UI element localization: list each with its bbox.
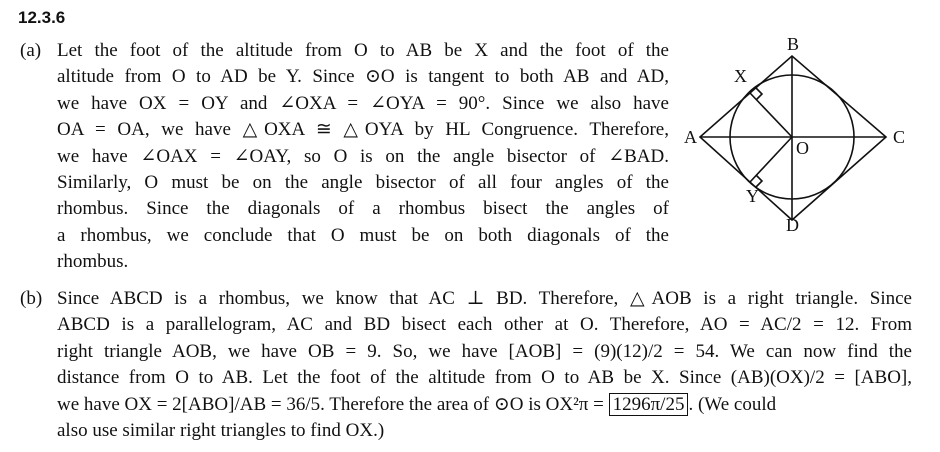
boxed-answer: 1296π/25 — [609, 393, 689, 416]
text-line: altitude from O to AD be Y. Since ⊙O is tangent to both AB and AD, — [57, 66, 669, 88]
part-a-label: (a) — [20, 40, 42, 61]
problem-number: 12.3.6 — [18, 8, 66, 27]
label-c: C — [893, 127, 906, 147]
text-line: also use similar right triangles to find OX.) — [57, 420, 385, 442]
text-line: Let the foot of the altitude from O to AB be X and the foot of the — [57, 40, 669, 61]
text-line-start: we have OX = 2[ABO]/AB = 36/5. Therefore the area of ⊙O is OX²π = — [57, 393, 604, 415]
part-b-label: (b) — [20, 288, 43, 309]
right-angle-mark-x — [756, 88, 762, 100]
part-a-text — [57, 38, 669, 276]
label-d: D — [786, 215, 799, 235]
text-line: right triangle AOB, we have OB = 9. So, we have [AOB] = (9)(12)/2 = 54. We can now find the — [57, 340, 912, 362]
text-line: ABCD is a parallelogram, AC and BD bisect each other at O. Therefore, AO = AC/2 = 12. From — [57, 314, 912, 336]
text-line: a rhombus, we conclude that O must be on both diagonals of the — [57, 224, 669, 246]
text-line: rhombus. — [57, 251, 129, 273]
text-line-end: . (We could — [688, 393, 777, 415]
text-line: rhombus. Since the diagonals of a rhombus bisect the angles of — [57, 198, 669, 220]
label-a: A — [684, 127, 697, 147]
text-line: OA = OA, we have △OXA ≅ △OYA by HL Congruence. Therefore, — [57, 119, 669, 141]
label-b: B — [787, 34, 800, 54]
label-o: O — [796, 138, 809, 158]
text-line-with-answer — [57, 392, 912, 418]
label-x: X — [734, 66, 747, 86]
text-line: Since ABCD is a rhombus, we know that AC ⊥ BD. Therefore, △AOB is a right triangle. Since — [57, 288, 912, 309]
part-b-text — [57, 286, 912, 444]
text-line: distance from O to AB. Let the foot of the altitude from O to AB be X. Since (AB)(OX)/2 = [ABO], — [57, 367, 912, 389]
text-line: Similarly, O must be on the angle bisector of all four angles of the — [57, 172, 669, 194]
text-line: we have ∠OAX = ∠OAY, so O is on the angle bisector of ∠BAD. — [57, 145, 669, 167]
rhombus-outline — [700, 56, 886, 220]
rhombus-figure — [670, 30, 930, 240]
label-y: Y — [746, 186, 759, 206]
text-line: we have OX = OY and ∠OXA = ∠OYA = 90°. Since we also have — [57, 92, 669, 114]
